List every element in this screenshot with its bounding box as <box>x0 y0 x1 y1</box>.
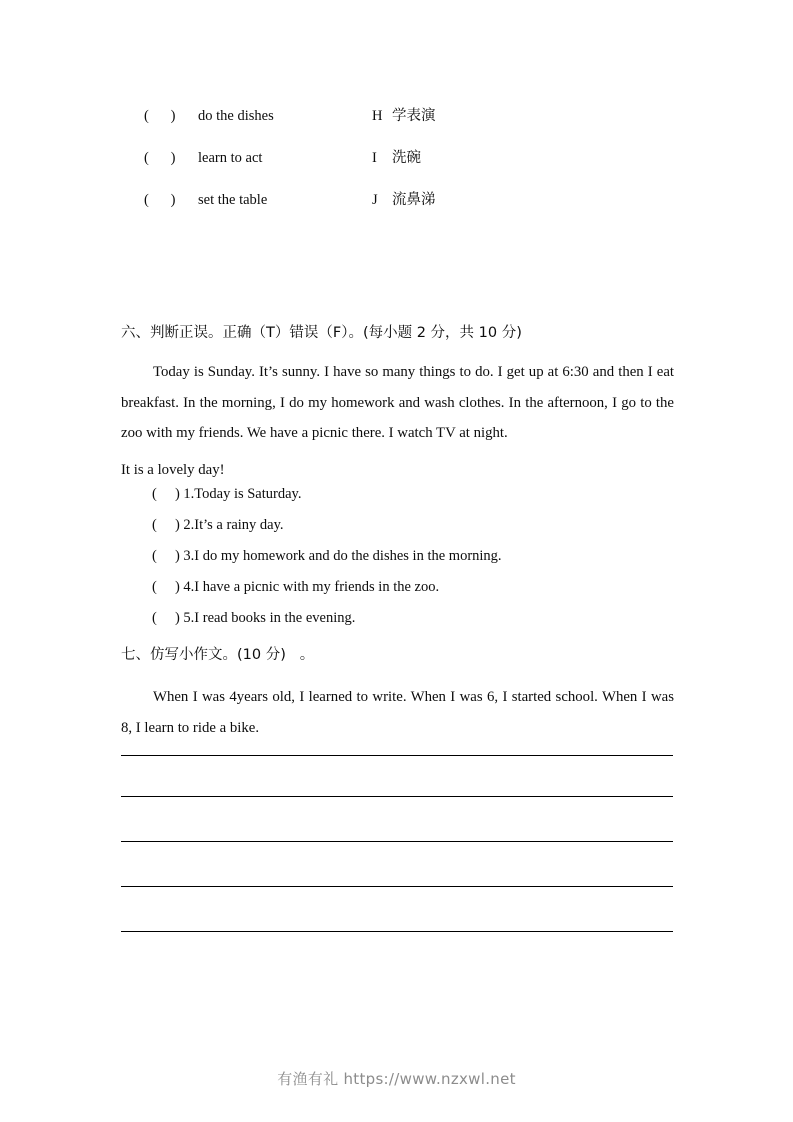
writing-line-gap <box>121 756 673 796</box>
matching-exercise-block <box>144 104 684 230</box>
footer-watermark: 有渔有礼 https://www.nzxwl.net <box>277 1070 516 1088</box>
writing-line-gap <box>121 842 673 886</box>
matching-english-phrase: learn to act <box>198 150 263 166</box>
table-row <box>144 146 684 188</box>
section-seven-heading: 七、仿写小作文。(10 分) 。 <box>121 647 315 663</box>
list-item[interactable]: ( ) 3.I do my homework and do the dishes in the morning. <box>152 548 502 564</box>
matching-option-letter: J <box>372 192 378 208</box>
matching-english-phrase: do the dishes <box>198 108 274 124</box>
matching-english-phrase: set the table <box>198 192 268 208</box>
writing-line-gap <box>121 797 673 841</box>
matching-chinese-meaning: 学表演 <box>392 108 436 124</box>
table-row <box>144 104 684 146</box>
reading-passage <box>121 357 674 449</box>
reading-passage-final-line <box>121 455 674 486</box>
list-item[interactable]: ( ) 1.Today is Saturday. <box>152 486 302 502</box>
answer-blank-parentheses[interactable]: ( ) <box>144 192 176 208</box>
answer-blank-parentheses[interactable]: ( ) <box>144 108 176 124</box>
writing-line[interactable] <box>121 931 673 932</box>
list-item[interactable]: ( ) 5.I read books in the evening. <box>152 610 356 626</box>
sample-essay-text: When I was 4years old, I learned to write. When I was 6, I started school. When I was 8, I learn to ride a bike. <box>121 689 674 736</box>
matching-option-letter: I <box>372 150 377 166</box>
answer-blank-parentheses[interactable]: ( ) <box>144 150 176 166</box>
passage-closing-sentence: It is a lovely day! <box>121 462 225 478</box>
passage-body: Today is Sunday. It’s sunny. I have so many things to do. I get up at 6:30 and then I eat breakfast. In the morning, I do my homework and wash clothes. In the afternoon, I go to the zoo with my friends. We have a picnic there. I watch TV at night. <box>121 364 674 442</box>
true-false-item-list <box>152 486 672 641</box>
matching-chinese-meaning: 洗碗 <box>392 150 421 166</box>
matching-chinese-meaning: 流鼻涕 <box>392 192 436 208</box>
answer-writing-lines[interactable] <box>121 755 673 932</box>
section-six-heading: 六、判断正误。正确（T）错误（F）。(每小题 2 分，共 10 分) <box>121 325 522 341</box>
matching-option-letter: H <box>372 108 383 124</box>
writing-line-gap <box>121 887 673 931</box>
table-row <box>144 188 684 230</box>
list-item[interactable]: ( ) 2.It’s a rainy day. <box>152 517 284 533</box>
list-item[interactable]: ( ) 4.I have a picnic with my friends in the zoo. <box>152 579 440 595</box>
